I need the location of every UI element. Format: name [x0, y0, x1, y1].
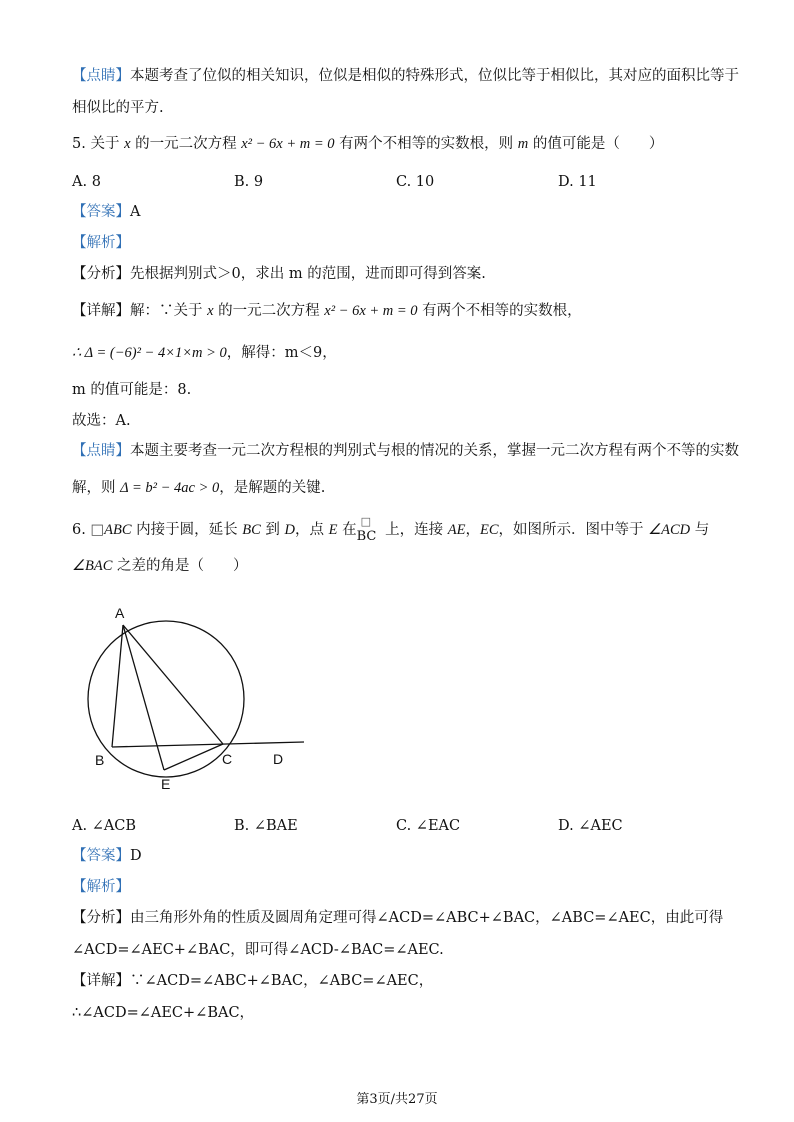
- q5-option-a: A. 8: [72, 174, 101, 190]
- page-footer: 第3页/共27页: [356, 1092, 438, 1107]
- q5-step1-text: ，解得：m＜9，: [226, 345, 337, 361]
- q5-note-tag: 【点睛】: [72, 443, 130, 459]
- q5-option-c: C. 10: [396, 174, 435, 190]
- q5-answer: [72, 202, 140, 222]
- q6-answer-tag: 【答案】: [72, 848, 130, 864]
- q6-option-a: A. ∠ACB: [72, 818, 137, 834]
- label-b: B: [95, 752, 105, 768]
- arc-bc: [356, 515, 381, 544]
- q6-stem-b: 内接于圆，延长: [131, 522, 243, 538]
- q6-fenxi-1: [72, 908, 723, 928]
- q6-fenxi-tag: 【分析】: [72, 910, 130, 926]
- q6-angle-bac: ∠BAC: [72, 558, 113, 574]
- q6-fenxi-text-1: 由三角形外角的性质及圆周角定理可得∠ACD=∠ABC+∠BAC，∠ABC=∠AEC，由此可得: [130, 910, 724, 926]
- q5-analysis-tag: 【解析】: [72, 235, 130, 251]
- circumcircle: [88, 621, 244, 777]
- q5-step-2: m 的值可能是：8.: [72, 382, 192, 398]
- label-a: A: [115, 605, 125, 621]
- q5-option-d: D. 11: [558, 174, 597, 190]
- q5-discriminant: ∴ Δ = (−6)² − 4×1×m > 0: [72, 345, 227, 361]
- q5-detail-var-x: x: [207, 303, 214, 319]
- label-e: E: [161, 776, 171, 792]
- q5-note2-math: Δ = b² − 4ac > 0: [120, 480, 220, 496]
- q5-stem-d: 的值可能是（ ）: [528, 136, 664, 152]
- prev-note-line-1: [72, 66, 739, 86]
- q5-var-m: m: [517, 136, 529, 152]
- q6-stem-line-2: [72, 556, 248, 576]
- q6-stem-i: 与: [690, 522, 710, 538]
- q5-detail-equation: x² − 6x + m = 0: [324, 303, 418, 319]
- arc-symbol: □: [360, 515, 371, 528]
- q6-detail-2: ∴∠ACD=∠AEC+∠BAC，: [72, 1005, 255, 1021]
- q6-stem-f: 上，连接: [380, 522, 448, 538]
- segment-ab: [112, 625, 123, 747]
- label-c: C: [222, 751, 233, 767]
- arc-bc-label: BC: [356, 529, 377, 544]
- triangle-symbol: □: [90, 522, 105, 538]
- q5-detail-a: 解：∵关于: [130, 303, 208, 319]
- q6-seg-ae: AE: [447, 522, 466, 538]
- q5-detail-c: 有两个不相等的实数根，: [417, 303, 582, 319]
- q6-detail-1: [72, 971, 433, 991]
- q6-seg-ec: EC: [480, 522, 499, 538]
- prev-note-line-2: 相似比的平方.: [72, 100, 164, 116]
- q6-tri-abc: ABC: [104, 522, 132, 538]
- q5-note2-a: 解，则: [72, 480, 121, 496]
- detail-tag: 【详解】: [72, 303, 130, 319]
- label-d: D: [273, 751, 284, 767]
- q6-angle-acd: ∠ACD: [648, 522, 691, 538]
- q6-detail-text-1: ∵∠ACD=∠ABC+∠BAC，∠ABC=∠AEC，: [130, 973, 434, 989]
- segment-ac: [123, 625, 223, 744]
- circle-geometry-figure: [80, 598, 320, 798]
- q6-seg-bc: BC: [242, 522, 261, 538]
- q5-stem-b: 的一元二次方程: [130, 136, 242, 152]
- q6-stem-c: 到: [260, 522, 285, 538]
- q6-analysis-tag: 【解析】: [72, 879, 130, 895]
- dianjing-tag: 【点睛】: [72, 68, 130, 84]
- answer-tag: 【答案】: [72, 204, 130, 220]
- line-bd: [112, 742, 304, 747]
- q5-detail: [72, 301, 582, 321]
- q6-stem-a: 6.: [72, 522, 91, 538]
- fenxi-tag: 【分析】: [72, 266, 130, 282]
- q6-pt-e: E: [328, 522, 338, 538]
- q5-note2-b: ，是解题的关键.: [219, 480, 326, 496]
- q6-stem-g: ，: [465, 522, 481, 538]
- segment-ec: [164, 744, 223, 770]
- q6-option-d: D. ∠AEC: [558, 818, 623, 834]
- q6-option-c: C. ∠EAC: [396, 818, 461, 834]
- q6-stem-e: 在: [337, 522, 357, 538]
- q5-stem-a: 5. 关于: [72, 136, 125, 152]
- q6-stem-line-1: [72, 515, 710, 544]
- q5-equation: x² − 6x + m = 0: [241, 136, 335, 152]
- q5-note-1: [72, 441, 739, 461]
- q5-fenxi: [72, 264, 486, 284]
- q6-answer: [72, 846, 142, 866]
- q5-var-x: x: [124, 136, 131, 152]
- q6-stem-l2-b: 之差的角是（ ）: [112, 558, 248, 574]
- q6-fenxi-2: ∠ACD=∠AEC+∠BAC，即可得∠ACD-∠BAC=∠AEC.: [72, 942, 444, 958]
- q6-answer-value: D: [130, 848, 142, 864]
- segment-ae: [123, 625, 164, 770]
- q5-option-b: B. 9: [234, 174, 264, 190]
- prev-note-text-1: 本题考查了位似的相关知识，位似是相似的特殊形式，位似比等于相似比，其对应的面积比等于: [130, 68, 739, 84]
- q6-stem-d: ，点: [295, 522, 329, 538]
- q6-pt-d: D: [284, 522, 295, 538]
- q5-note-2: [72, 478, 325, 498]
- q5-answer-value: A: [130, 204, 141, 220]
- q6-stem-h: ，如图所示．图中等于: [498, 522, 649, 538]
- q5-step-3: 故选：A.: [72, 413, 131, 429]
- q5-fenxi-text: 先根据判别式＞0，求出 m 的范围，进而即可得到答案.: [130, 266, 486, 282]
- q5-step-1: [72, 343, 337, 363]
- q6-detail-tag: 【详解】: [72, 973, 130, 989]
- q6-option-b: B. ∠BAE: [234, 818, 298, 834]
- q5-stem: [72, 134, 663, 154]
- q5-note-text-1: 本题主要考查一元二次方程根的判别式与根的情况的关系，掌握一元二次方程有两个不等的实数: [130, 443, 739, 459]
- q5-stem-c: 有两个不相等的实数根，则: [334, 136, 518, 152]
- q5-detail-b: 的一元二次方程: [213, 303, 325, 319]
